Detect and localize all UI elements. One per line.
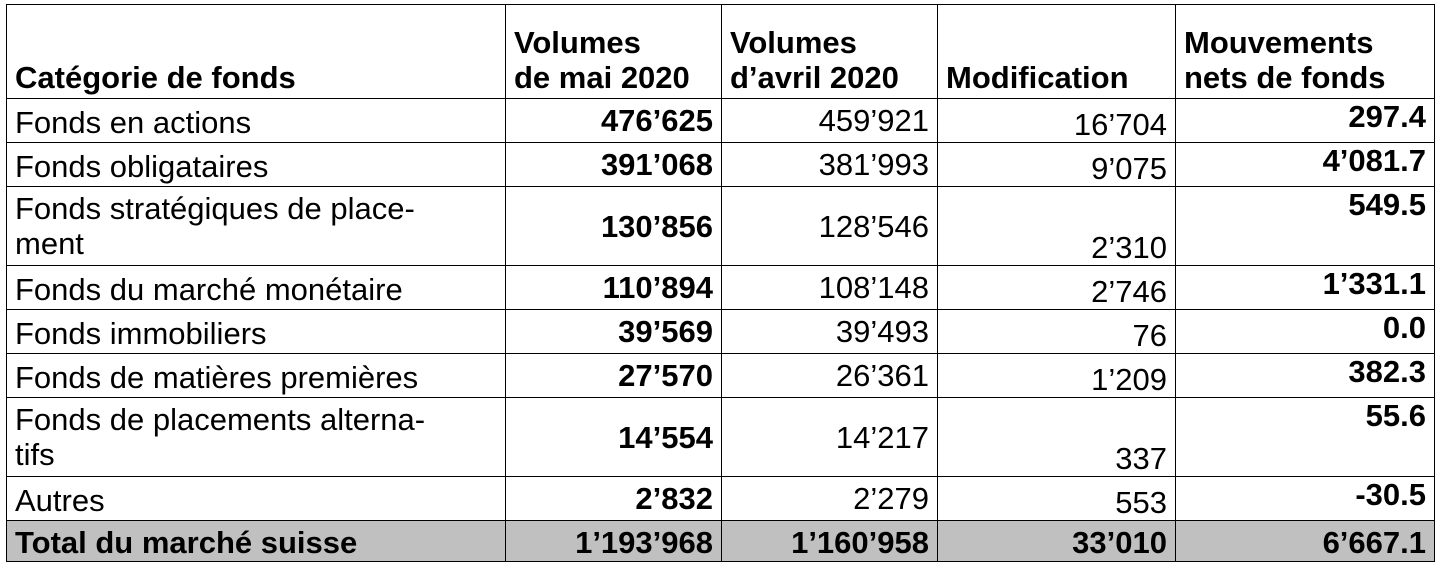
april-volume-cell: 14’217 — [722, 398, 938, 477]
header-row — [7, 5, 1435, 99]
header-april-volumes — [722, 5, 938, 99]
total-net-flow: 6’667.1 — [1176, 521, 1435, 562]
change-cell: 76 — [938, 310, 1176, 354]
category-line2: ment — [15, 226, 84, 261]
may-volume-cell: 27’570 — [506, 354, 722, 398]
total-may-volume: 1’193’968 — [506, 521, 722, 562]
change-cell: 1’209 — [938, 354, 1176, 398]
header-may-line2: de mai 2020 — [514, 60, 690, 95]
category-cell: Fonds immobiliers — [7, 310, 506, 354]
table-row — [7, 398, 1435, 477]
header-april-line2: d’avril 2020 — [730, 60, 899, 95]
change-cell: 553 — [938, 477, 1176, 521]
april-volume-cell: 128’546 — [722, 187, 938, 266]
category-cell: Fonds de matières premières — [7, 354, 506, 398]
table-row — [7, 99, 1435, 143]
april-volume-cell: 381’993 — [722, 143, 938, 187]
header-net-flows — [1176, 5, 1435, 99]
table-row — [7, 354, 1435, 398]
total-april-volume: 1’160’958 — [722, 521, 938, 562]
category-cell: Fonds obligataires — [7, 143, 506, 187]
net-flow-cell: 549.5 — [1176, 187, 1435, 266]
net-flow-cell: 55.6 — [1176, 398, 1435, 477]
total-change: 33’010 — [938, 521, 1176, 562]
may-volume-cell: 2’832 — [506, 477, 722, 521]
header-may-line1: Volumes — [514, 25, 641, 60]
category-cell: Fonds du marché monétaire — [7, 266, 506, 310]
net-flow-cell: 4’081.7 — [1176, 143, 1435, 187]
april-volume-cell: 459’921 — [722, 99, 938, 143]
net-flow-cell: 382.3 — [1176, 354, 1435, 398]
table-row — [7, 143, 1435, 187]
header-net-line2: nets de fonds — [1184, 60, 1386, 95]
may-volume-cell: 476’625 — [506, 99, 722, 143]
may-volume-cell: 130’856 — [506, 187, 722, 266]
may-volume-cell: 14’554 — [506, 398, 722, 477]
table-row — [7, 477, 1435, 521]
table-row — [7, 187, 1435, 266]
table-row — [7, 310, 1435, 354]
total-row — [7, 521, 1435, 562]
fund-volumes-table — [6, 4, 1435, 562]
change-cell: 2’310 — [938, 187, 1176, 266]
category-cell — [7, 398, 506, 477]
net-flow-cell: 1’331.1 — [1176, 266, 1435, 310]
april-volume-cell: 39’493 — [722, 310, 938, 354]
may-volume-cell: 391’068 — [506, 143, 722, 187]
net-flow-cell: 0.0 — [1176, 310, 1435, 354]
header-net-line1: Mouvements — [1184, 25, 1374, 60]
category-line1: Fonds stratégiques de place- — [15, 191, 415, 226]
change-cell: 337 — [938, 398, 1176, 477]
category-cell: Autres — [7, 477, 506, 521]
net-flow-cell: -30.5 — [1176, 477, 1435, 521]
may-volume-cell: 110’894 — [506, 266, 722, 310]
total-label: Total du marché suisse — [7, 521, 506, 562]
header-may-volumes — [506, 5, 722, 99]
april-volume-cell: 108’148 — [722, 266, 938, 310]
table-row — [7, 266, 1435, 310]
change-cell: 2’746 — [938, 266, 1176, 310]
may-volume-cell: 39’569 — [506, 310, 722, 354]
net-flow-cell: 297.4 — [1176, 99, 1435, 143]
april-volume-cell: 26’361 — [722, 354, 938, 398]
category-line2: tifs — [15, 437, 55, 472]
header-change: Modification — [938, 5, 1176, 99]
header-april-line1: Volumes — [730, 25, 857, 60]
change-cell: 16’704 — [938, 99, 1176, 143]
category-line1: Fonds de placements alterna- — [15, 402, 426, 437]
header-category: Catégorie de fonds — [7, 5, 506, 99]
april-volume-cell: 2’279 — [722, 477, 938, 521]
category-cell: Fonds en actions — [7, 99, 506, 143]
change-cell: 9’075 — [938, 143, 1176, 187]
category-cell — [7, 187, 506, 266]
